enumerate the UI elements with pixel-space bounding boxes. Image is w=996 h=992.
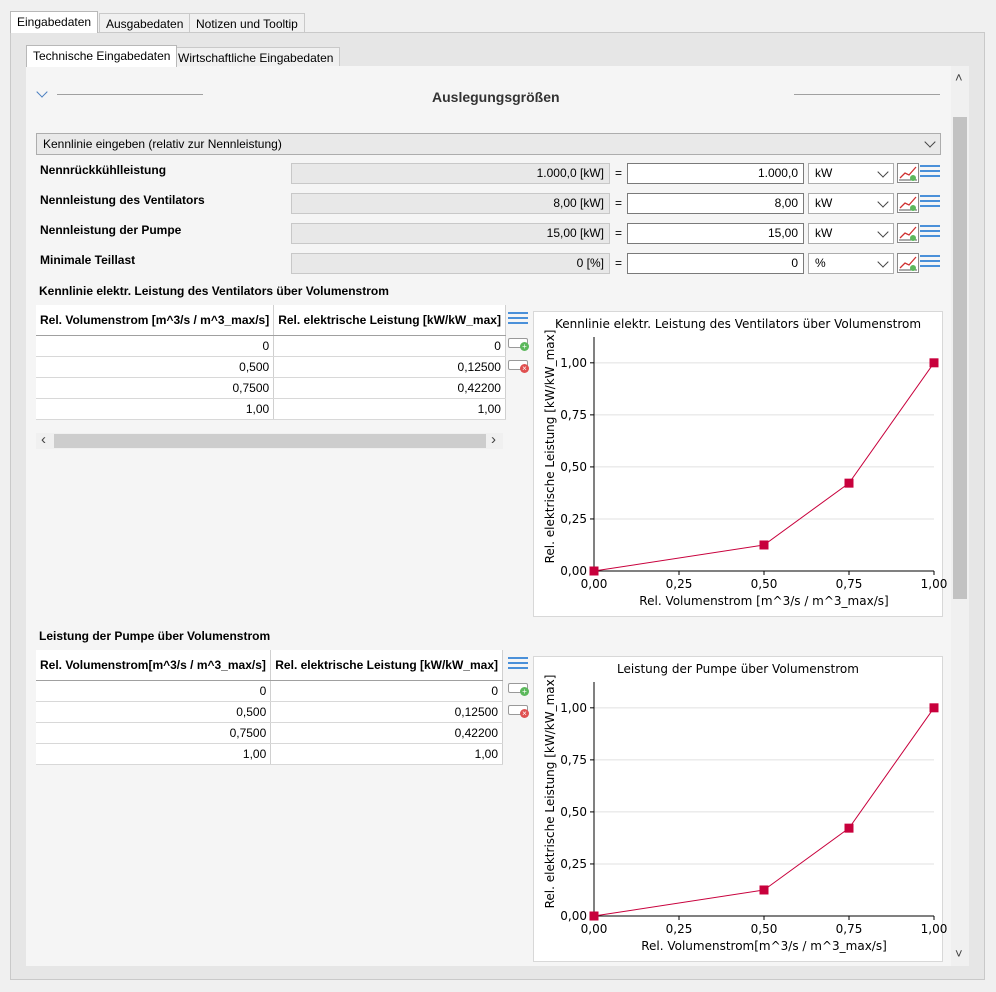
x-axis-label: Rel. Volumenstrom[m^3/s / m^3_max/s] xyxy=(641,939,887,953)
data-point xyxy=(760,885,769,894)
y-tick-label: 0,00 xyxy=(560,564,587,578)
tab-eingabedaten[interactable]: Eingabedaten xyxy=(10,11,98,33)
vertical-scroll-thumb[interactable] xyxy=(953,117,967,599)
fan-col1-header[interactable]: Rel. Volumenstrom [m^3/s / m^3_max/s] xyxy=(36,305,274,335)
section-divider-left xyxy=(57,94,203,95)
table-row[interactable] xyxy=(36,701,503,722)
y-tick-label: 0,00 xyxy=(560,909,587,923)
unit-select[interactable] xyxy=(808,223,894,244)
pump-col2-header[interactable]: Rel. elektrische Leistung [kW/kW_max] xyxy=(271,650,503,680)
param-input[interactable]: 1.000,0 xyxy=(627,163,804,184)
y-tick-label: 0,50 xyxy=(560,804,587,819)
tab-notizen[interactable]: Notizen und Tooltip xyxy=(189,13,305,33)
tab-ausgabedaten[interactable]: Ausgabedaten xyxy=(99,13,190,33)
y-tick-label: 1,00 xyxy=(560,355,587,370)
y-axis-label: Rel. elektrische Leistung [kW/kW_max] xyxy=(543,329,557,564)
param-input[interactable]: 15,00 xyxy=(627,223,804,244)
param-label: Nennrückkühlleistung xyxy=(40,163,167,177)
x-axis-label: Rel. Volumenstrom [m^3/s / m^3_max/s] xyxy=(639,594,889,608)
cell-volumenstrom[interactable]: 1,00 xyxy=(36,743,271,764)
scroll-down-icon[interactable]: ˅ xyxy=(955,946,963,961)
remove-icon: × xyxy=(520,709,529,718)
param-input[interactable]: 8,00 xyxy=(627,193,804,214)
data-point xyxy=(845,479,854,488)
pump-chart xyxy=(533,656,948,962)
param-readonly: 8,00 [kW] xyxy=(291,193,610,214)
table-row[interactable] xyxy=(36,356,505,377)
table-row[interactable] xyxy=(36,680,503,701)
fan-col2-header[interactable]: Rel. elektrische Leistung [kW/kW_max] xyxy=(274,305,506,335)
unit-select[interactable] xyxy=(808,163,894,184)
fan-remove-row-button[interactable] xyxy=(508,360,528,373)
y-tick-label: 0,25 xyxy=(560,856,587,871)
cell-leistung[interactable]: 0,42200 xyxy=(274,377,506,398)
x-tick-label: 0,00 xyxy=(580,922,608,936)
cell-volumenstrom[interactable]: 0,500 xyxy=(36,356,274,377)
fan-add-row-button[interactable] xyxy=(508,338,528,351)
cell-volumenstrom[interactable]: 0,7500 xyxy=(36,722,271,743)
pump-table xyxy=(36,650,503,765)
chart-icon[interactable] xyxy=(897,253,919,273)
chevron-down-icon xyxy=(877,256,888,267)
x-tick-label: 0,25 xyxy=(665,577,693,591)
pump-add-row-button[interactable] xyxy=(508,683,528,696)
equals-sign: = xyxy=(615,166,623,180)
tab-wirtschaftliche-eingabedaten[interactable]: Wirtschaftliche Eingabedaten xyxy=(171,47,340,67)
fan-menu-icon[interactable] xyxy=(508,312,528,328)
table-row[interactable] xyxy=(36,722,503,743)
list-icon[interactable] xyxy=(920,225,940,241)
param-readonly: 1.000,0 [kW] xyxy=(291,163,610,184)
data-point xyxy=(930,358,939,367)
chevron-down-icon xyxy=(924,136,935,147)
chevron-down-icon xyxy=(877,226,888,237)
list-icon[interactable] xyxy=(920,165,940,181)
param-label: Nennleistung des Ventilators xyxy=(40,193,205,207)
x-tick-label: 0,25 xyxy=(665,922,693,936)
table-row[interactable] xyxy=(36,377,505,398)
list-icon[interactable] xyxy=(920,195,940,211)
data-point xyxy=(845,824,854,833)
chart-icon-svg xyxy=(898,164,918,182)
cell-volumenstrom[interactable]: 0,7500 xyxy=(36,377,274,398)
x-tick-label: 1,00 xyxy=(920,922,948,936)
unit-select-value: kW xyxy=(815,196,833,210)
x-tick-label: 0,50 xyxy=(750,577,778,591)
fan-chart-svg xyxy=(534,312,948,616)
add-icon: + xyxy=(520,687,529,696)
x-tick-label: 0,75 xyxy=(835,922,863,936)
fan-table-hscroll[interactable] xyxy=(36,433,503,449)
data-point xyxy=(590,912,599,921)
equals-sign: = xyxy=(615,196,623,210)
param-label: Minimale Teillast xyxy=(40,253,136,267)
x-tick-label: 1,00 xyxy=(920,577,948,591)
unit-select-value: % xyxy=(815,256,826,270)
chevron-down-icon xyxy=(877,196,888,207)
data-point xyxy=(930,703,939,712)
chart-icon-svg xyxy=(898,194,918,212)
cell-leistung[interactable]: 0 xyxy=(271,680,503,701)
pump-chart-svg xyxy=(534,657,948,961)
unit-select-value: kW xyxy=(815,226,833,240)
unit-select[interactable] xyxy=(808,253,894,274)
chart-icon-svg xyxy=(898,254,918,272)
pump-remove-row-button[interactable] xyxy=(508,705,528,718)
equals-sign: = xyxy=(615,256,623,270)
y-tick-label: 0,75 xyxy=(560,752,587,767)
chevron-down-icon xyxy=(877,166,888,177)
chart-title: Kennlinie elektr. Leistung des Ventilators über Volumenstrom xyxy=(554,317,922,331)
pump-col1-header[interactable]: Rel. Volumenstrom[m^3/s / m^3_max/s] xyxy=(36,650,271,680)
cell-volumenstrom[interactable]: 0 xyxy=(36,335,274,356)
cell-leistung[interactable]: 0,12500 xyxy=(271,701,503,722)
x-tick-label: 0,75 xyxy=(835,577,863,591)
y-tick-label: 0,25 xyxy=(560,511,587,526)
y-tick-label: 1,00 xyxy=(560,700,587,715)
pump-section-title: Leistung der Pumpe über Volumenstrom xyxy=(39,629,271,643)
param-readonly: 0 [%] xyxy=(291,253,610,274)
cell-volumenstrom[interactable]: 0,500 xyxy=(36,701,271,722)
scroll-right-icon[interactable]: › xyxy=(491,431,496,448)
data-point xyxy=(760,540,769,549)
pump-menu-icon[interactable] xyxy=(508,657,528,673)
unit-select-value: kW xyxy=(815,166,833,180)
section-divider-right xyxy=(794,94,940,95)
cell-volumenstrom[interactable]: 0 xyxy=(36,680,271,701)
remove-icon: × xyxy=(520,364,529,373)
scroll-left-icon[interactable]: ‹ xyxy=(41,431,46,448)
y-axis-label: Rel. elektrische Leistung [kW/kW_max] xyxy=(543,674,557,909)
cell-leistung[interactable]: 0,42200 xyxy=(271,722,503,743)
list-icon[interactable] xyxy=(920,255,940,271)
mode-select-value: Kennlinie eingeben (relativ zur Nennleistung) xyxy=(43,137,282,151)
cell-volumenstrom[interactable]: 1,00 xyxy=(36,398,274,419)
fan-chart xyxy=(533,311,948,617)
cell-leistung[interactable]: 0,12500 xyxy=(274,356,506,377)
table-row[interactable] xyxy=(36,398,505,419)
fan-hscroll-thumb[interactable] xyxy=(54,434,486,448)
chart-icon[interactable] xyxy=(897,193,919,213)
y-tick-label: 0,50 xyxy=(560,459,587,474)
cell-leistung[interactable]: 0 xyxy=(274,335,506,356)
scroll-up-icon[interactable]: ˄ xyxy=(955,70,963,85)
unit-select[interactable] xyxy=(808,193,894,214)
fan-table xyxy=(36,305,506,420)
param-input[interactable]: 0 xyxy=(627,253,804,274)
equals-sign: = xyxy=(615,226,623,240)
chart-icon[interactable] xyxy=(897,223,919,243)
mode-select[interactable] xyxy=(36,133,941,155)
tab-technische-eingabedaten[interactable]: Technische Eingabedaten xyxy=(26,45,177,67)
cell-leistung[interactable]: 1,00 xyxy=(271,743,503,764)
x-tick-label: 0,50 xyxy=(750,922,778,936)
table-row[interactable] xyxy=(36,335,505,356)
fan-section-title: Kennlinie elektr. Leistung des Ventilators über Volumenstrom xyxy=(39,284,389,298)
y-tick-label: 0,75 xyxy=(560,407,587,422)
param-label: Nennleistung der Pumpe xyxy=(40,223,182,237)
data-point xyxy=(590,567,599,576)
chart-icon[interactable] xyxy=(897,163,919,183)
param-readonly: 15,00 [kW] xyxy=(291,223,610,244)
table-row[interactable] xyxy=(36,743,503,764)
x-tick-label: 0,00 xyxy=(580,577,608,591)
section-title: Auslegungsgrößen xyxy=(432,89,560,105)
cell-leistung[interactable]: 1,00 xyxy=(274,398,506,419)
chart-icon-svg xyxy=(898,224,918,242)
chart-title: Leistung der Pumpe über Volumenstrom xyxy=(617,662,859,676)
add-icon: + xyxy=(520,342,529,351)
